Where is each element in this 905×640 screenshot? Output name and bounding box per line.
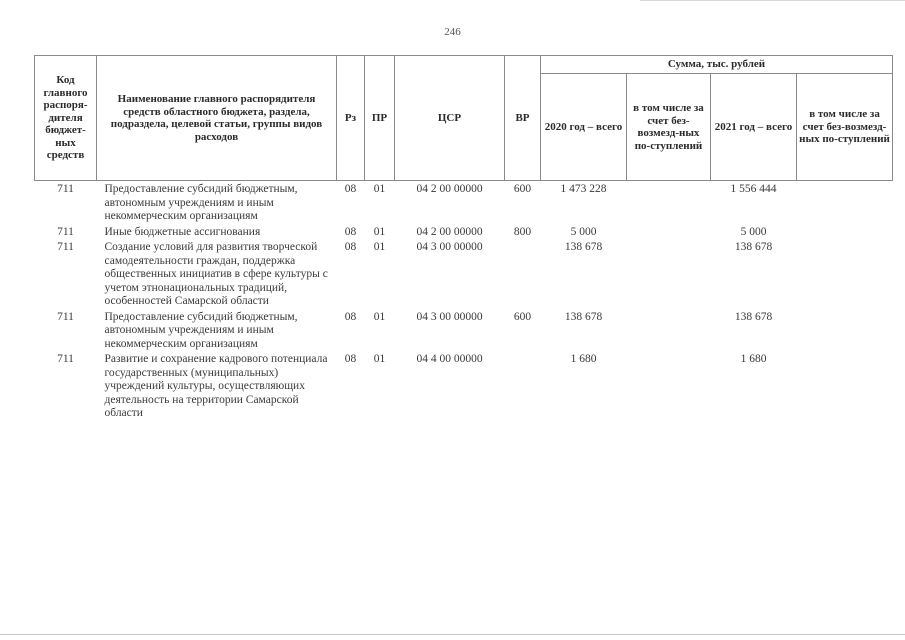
- cell-rz: 08: [344, 183, 357, 195]
- cell-csr: 04 2 00 00000: [416, 225, 483, 238]
- cell-2020-free: [627, 240, 711, 310]
- cell-pr: 01: [373, 241, 386, 253]
- cell-2020-free: [627, 181, 711, 225]
- cell-csr: 04 2 00 00000: [416, 183, 483, 195]
- cell-2021-free: [797, 352, 893, 422]
- cell-vr: [505, 240, 541, 310]
- page-number: 246: [444, 26, 461, 38]
- cell-2020-total: 1 680: [570, 353, 597, 365]
- budget-table: [34, 55, 893, 422]
- header-rz: Рз: [337, 56, 365, 181]
- header-vr: ВР: [505, 56, 541, 181]
- header-csr: ЦСР: [395, 56, 505, 181]
- cell-pr: 01: [373, 310, 386, 323]
- cell-rz: 08: [344, 241, 357, 253]
- cell-2021-free: [797, 310, 893, 353]
- cell-2020-free: [627, 310, 711, 353]
- cell-vr: [505, 352, 541, 422]
- header-pr: ПР: [365, 56, 395, 181]
- cell-2021-total: 1 556 444: [730, 183, 777, 195]
- header-sum: Сумма, тыс. рублей: [541, 56, 893, 74]
- cell-2021-total: 138 678: [734, 241, 773, 253]
- cell-2021-total: 5 000: [740, 225, 767, 238]
- table-header: [35, 56, 893, 181]
- cell-rz: 08: [344, 225, 357, 238]
- header-2020-total: 2020 год – всего: [541, 74, 627, 181]
- header-code: Код главного распоря-дителя бюджет-ных средств: [35, 56, 97, 181]
- cell-csr: 04 3 00 00000: [416, 241, 483, 253]
- cell-pr: 01: [373, 225, 386, 238]
- cell-csr: 04 3 00 00000: [416, 310, 483, 323]
- cell-2020-free: [627, 225, 711, 241]
- top-edge-line: [640, 0, 905, 1]
- header-2021-free: в том числе за счет без-возмезд-ных по-ступлений: [797, 74, 893, 181]
- cell-rz: 08: [344, 353, 357, 365]
- cell-2021-free: [797, 240, 893, 310]
- cell-code: 711: [57, 310, 74, 323]
- cell-2020-total: 138 678: [564, 310, 603, 323]
- cell-vr: 600: [513, 183, 532, 195]
- cell-csr: 04 4 00 00000: [416, 353, 483, 365]
- cell-2020-free: [627, 352, 711, 422]
- header-name: Наименование главного распорядителя средств областного бюджета, раздела, подраздела, целевой статьи, группы видов расходов: [97, 56, 337, 181]
- cell-2020-total: 1 473 228: [560, 183, 607, 195]
- cell-vr: 600: [513, 310, 532, 323]
- cell-code: 711: [57, 183, 74, 195]
- cell-code: 711: [57, 353, 74, 365]
- table-row: [35, 352, 893, 422]
- cell-name: Предоставление субсидий бюджетным, автономным учреждениям и иным некоммерческим организациям: [104, 310, 298, 350]
- table-row: [35, 225, 893, 241]
- cell-code: 711: [57, 241, 74, 253]
- cell-pr: 01: [373, 353, 386, 365]
- cell-name: Создание условий для развития творческой самодеятельности граждан, поддержка общественных инициатив в сфере культуры с учетом этнонациональных традиций, особенностей Самарской области: [104, 241, 328, 307]
- header-2020-free: в том числе за счет без-возмезд-ных по-ступлений: [627, 74, 711, 181]
- cell-name: Предоставление субсидий бюджетным, автономным учреждениям и иным некоммерческим организациям: [104, 183, 298, 222]
- cell-pr: 01: [373, 183, 386, 195]
- table-row: [35, 240, 893, 310]
- cell-2020-total: 5 000: [570, 225, 597, 238]
- cell-code: 711: [57, 225, 74, 238]
- table-body: [35, 181, 893, 422]
- cell-rz: 08: [344, 310, 357, 323]
- cell-2021-free: [797, 181, 893, 225]
- cell-vr: 800: [513, 225, 532, 238]
- cell-2021-total: 138 678: [734, 310, 773, 323]
- cell-name: Развитие и сохранение кадрового потенциала государственных (муниципальных) учреждений культуры, осуществляющих деятельность на территории Самарской области: [104, 353, 328, 419]
- cell-2020-total: 138 678: [564, 241, 603, 253]
- header-2021-total: 2021 год – всего: [711, 74, 797, 181]
- table-row: [35, 181, 893, 225]
- cell-2021-free: [797, 225, 893, 241]
- cell-name: Иные бюджетные ассигнования: [104, 225, 261, 238]
- bottom-edge-line: [0, 634, 905, 635]
- cell-2021-total: 1 680: [740, 353, 767, 365]
- table-row: [35, 310, 893, 353]
